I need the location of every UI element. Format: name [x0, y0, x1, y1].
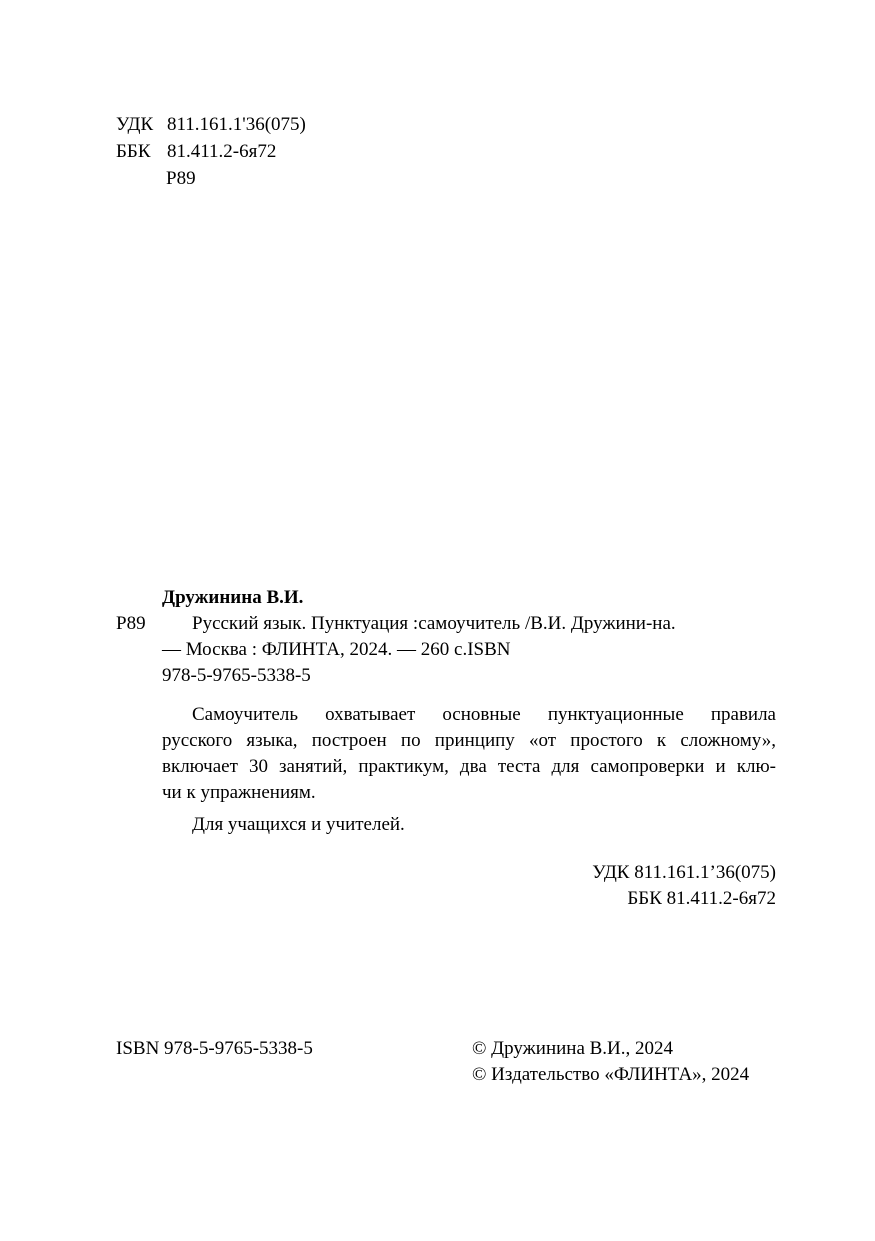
record-imprint-line: — Москва : ФЛИНТА, 2024. — 260 с.ISBN [162, 639, 511, 660]
abstract-line: включает 30 занятий, практикум, два теста для самопроверки и клю- [162, 756, 776, 777]
abstract-line: Самоучитель охватывает основные пунктуационные правила [192, 704, 776, 725]
abstract [162, 702, 776, 806]
bbk-value: 81.411.2-6я72 [167, 141, 277, 162]
copyright-author: © Дружинина В.И., 2024 [472, 1038, 674, 1059]
bottom-bbk-code: ББК 81.411.2-6я72 [627, 888, 776, 909]
bbk-label: ББК [116, 141, 151, 162]
udk-label: УДК [116, 114, 154, 135]
author-mark: Р89 [166, 168, 196, 189]
bbk-code [116, 139, 276, 165]
record-isbn-line: 978-5-9765-5338-5 [162, 665, 311, 686]
record-title-line: Русский язык. Пунктуация :самоучитель /В.И. Дружини-на. [192, 613, 676, 634]
record-author: Дружинина В.И. [162, 587, 304, 608]
abstract-line: чи к упражнениям. [162, 782, 316, 803]
bottom-udk-code: УДК 811.161.1’36(075) [592, 862, 776, 883]
udk-value: 811.161.1'36(075) [167, 114, 306, 135]
audience-note: Для учащихся и учителей. [192, 814, 405, 835]
abstract-line: русского языка, построен по принципу «от простого к сложному», [162, 730, 776, 751]
record-author-mark: Р89 [116, 613, 146, 634]
copyright-publisher: © Издательство «ФЛИНТА», 2024 [472, 1064, 750, 1085]
isbn: ISBN 978-5-9765-5338-5 [116, 1038, 313, 1059]
udk-code [116, 112, 306, 138]
